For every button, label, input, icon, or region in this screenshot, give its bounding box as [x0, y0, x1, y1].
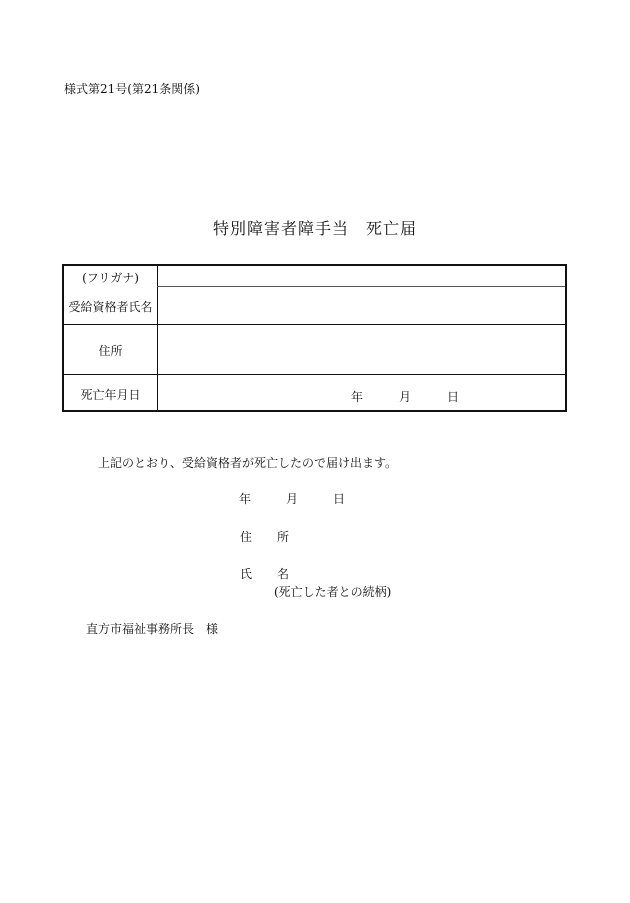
- furigana-row-divider: [157, 286, 565, 287]
- signature-month-unit: 月: [286, 492, 299, 506]
- statement-text: 上記のとおり、受給資格者が死亡したので届け出ます。: [98, 456, 398, 470]
- name-row-divider: [64, 324, 565, 325]
- furigana-label: (フリガナ): [82, 271, 139, 285]
- recipient-name-field[interactable]: [159, 288, 565, 324]
- signature-day-unit: 日: [333, 492, 346, 506]
- signature-name-label-2: 名: [277, 567, 290, 581]
- address-row-divider: [64, 374, 565, 375]
- recipient-name-label: 受給資格者氏名: [68, 300, 153, 314]
- address-label: 住所: [98, 344, 123, 358]
- signature-name-label-1: 氏: [240, 567, 253, 581]
- document-title: 特別障害者障手当 死亡届: [212, 219, 417, 238]
- signature-address-label-2: 所: [277, 530, 290, 544]
- address-field[interactable]: [159, 326, 565, 373]
- relation-note: (死亡した者との続柄): [274, 585, 392, 599]
- death-date-year-unit: 年: [351, 390, 364, 404]
- death-date-month-unit: 月: [399, 390, 412, 404]
- signature-year-unit: 年: [239, 492, 252, 506]
- signature-address-label-1: 住: [240, 530, 253, 544]
- death-date-day-unit: 日: [447, 390, 460, 404]
- death-date-label: 死亡年月日: [80, 388, 141, 402]
- form-number: 様式第21号(第21条関係): [64, 82, 200, 96]
- addressee: 直方市福祉事務所長 様: [86, 622, 219, 636]
- application-table: [62, 264, 567, 412]
- furigana-field[interactable]: [159, 266, 565, 286]
- death-date-field[interactable]: [159, 376, 565, 412]
- table-column-divider: [157, 266, 158, 410]
